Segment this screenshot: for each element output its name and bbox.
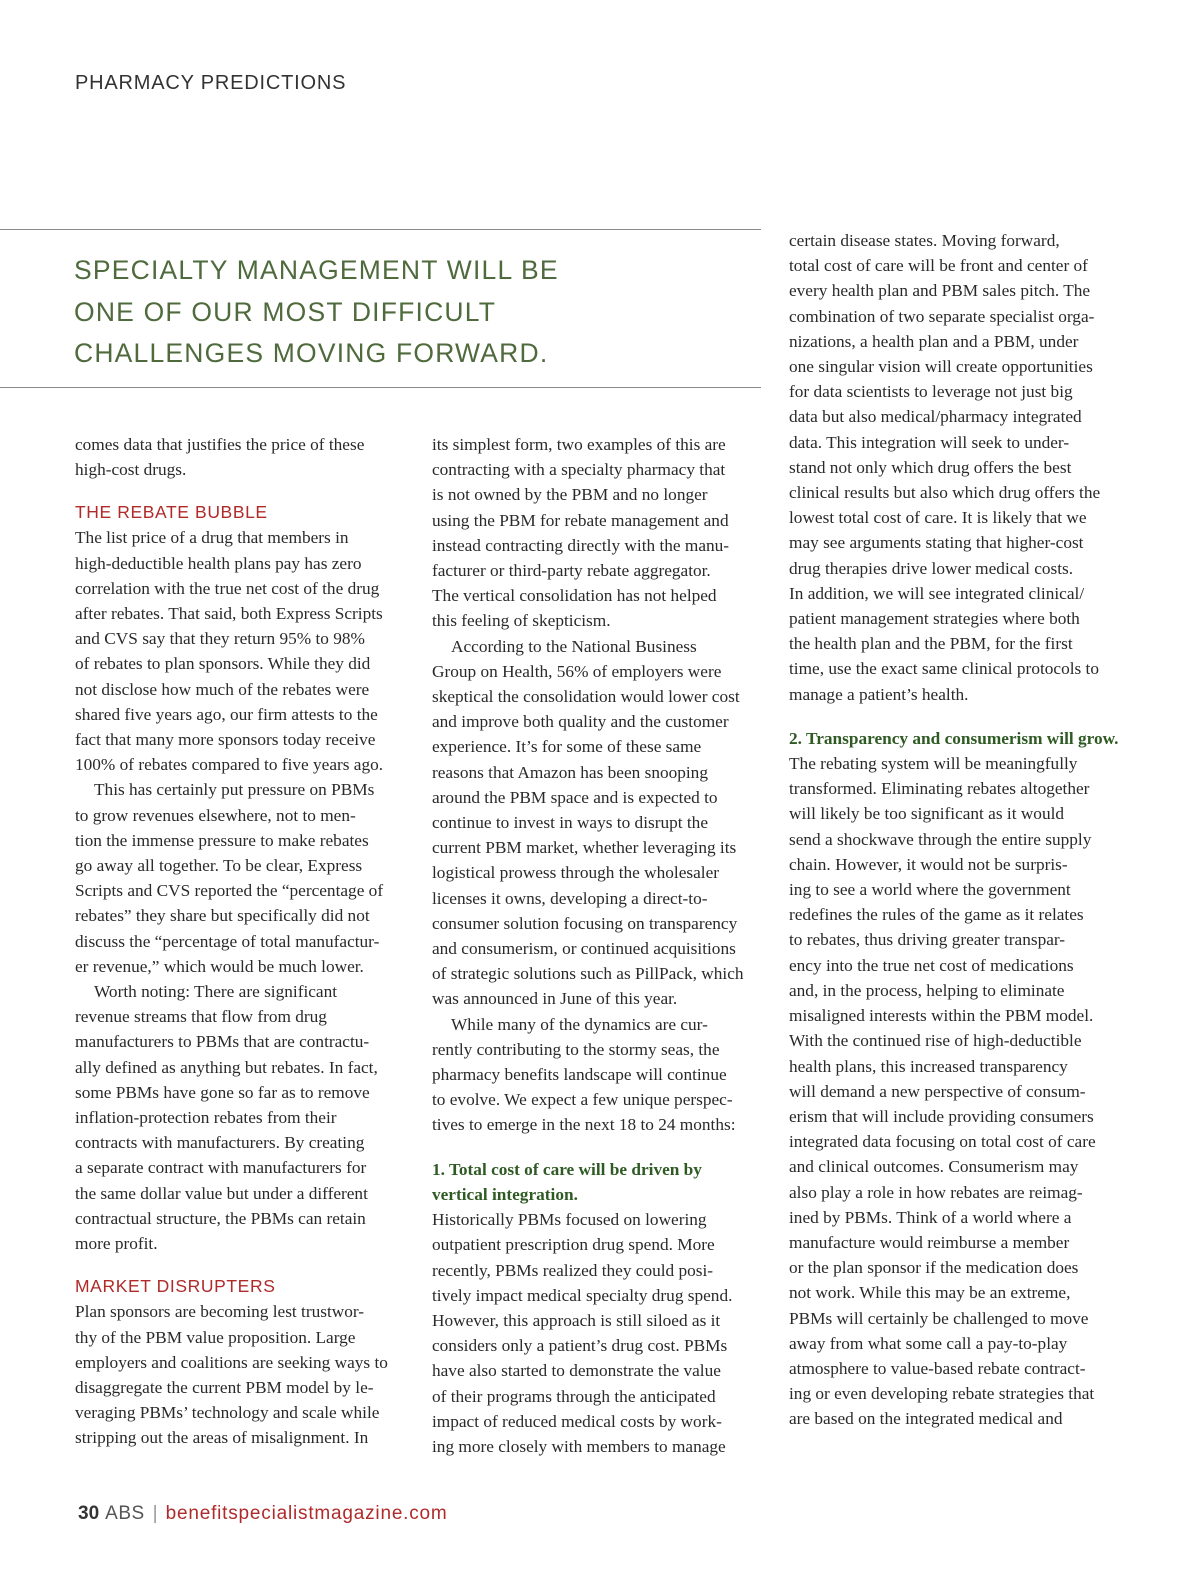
text-line: ing or even developing rebate strategies that [789,1384,1095,1404]
text-line: Scripts and CVS reported the “percentage of [75,881,384,901]
text-line: manufacturers to PBMs that are contractu- [75,1032,370,1052]
text-line: tively impact medical specialty drug spend. [432,1285,733,1305]
text-line: ing to see a world where the government [789,880,1071,900]
text-line: With the continued rise of high-deductible [789,1031,1082,1051]
prediction-2-body [789,751,1125,1431]
text-line: rently contributing to the stormy seas, the [432,1039,720,1059]
text-line: the same dollar value but under a different [75,1183,368,1203]
text-line: are based on the integrated medical and [789,1409,1063,1429]
text-line: experience. It’s for some of these same [432,737,702,757]
text-line: redefines the rules of the game as it relates [789,905,1084,925]
text-line: transformed. Eliminating rebates altogether [789,779,1090,799]
text-line: away from what some call a pay-to-play [789,1333,1068,1353]
text-line: and CVS say that they return 95% to 98% [75,629,365,649]
text-line: go away all together. To be clear, Express [75,856,363,876]
text-line: drug therapies drive lower medical costs. [789,558,1074,578]
text-line: was announced in June of this year. [432,989,678,1009]
text-line: lowest total cost of care. It is likely that we [789,508,1087,528]
text-line: disaggregate the current PBM model by le- [75,1377,374,1397]
text-line: ally defined as anything but rebates. In fact, [75,1057,378,1077]
rebate-bubble-heading: THE REBATE BUBBLE [75,502,268,523]
text-line: tives to emerge in the next 18 to 24 months: [432,1115,736,1135]
text-line: recently, PBMs realized they could posi- [432,1260,714,1280]
text-line: consumer solution focusing on transparency [432,913,738,933]
text-line: this feeling of skepticism. [432,611,611,631]
text-line: misaligned interests within the PBM model. [789,1006,1094,1026]
page-number: 30 [78,1503,100,1524]
text-line: will likely be too significant as it would [789,804,1065,824]
article-column-2 [432,432,768,1459]
text-line: revenue streams that flow from drug [75,1007,327,1027]
text-line: patient management strategies where both [789,609,1080,629]
pull-quote-line: SPECIALTY MANAGEMENT WILL BE [74,255,559,285]
text-line: 1. Total cost of care will be driven by [432,1159,702,1179]
text-line: data. This integration will seek to under- [789,432,1070,452]
text-line: may see arguments stating that higher-cost [789,533,1084,553]
text-line: around the PBM space and is expected to [432,787,718,807]
article-column-1 [75,432,411,1451]
text-line: after rebates. That said, both Express Scripts [75,604,383,624]
text-line: and clinical outcomes. Consumerism may [789,1157,1079,1177]
pull-quote-line: ONE OF OUR MOST DIFFICULT [74,296,497,327]
publication-url: benefitspecialistmagazine.com [165,1503,448,1524]
text-line: will demand a new perspective of consum- [789,1081,1086,1101]
text-line: one singular vision will create opportunities [789,357,1093,377]
rebate-paragraph-2 [75,777,411,979]
text-line: However, this approach is still siloed as it [432,1310,721,1330]
text-line: considers only a patient’s drug cost. PBMs [432,1336,728,1356]
market-paragraph-1 [75,1299,411,1450]
text-line: ined by PBMs. Think of a world where a [789,1207,1072,1227]
text-line: atmosphere to value-based rebate contract- [789,1358,1086,1378]
pull-quote-top-rule [0,229,761,230]
intro-paragraph [75,432,411,482]
text-line: manufacture would reimburse a member [789,1232,1070,1252]
text-line: skeptical the consolidation would lower cost [432,687,740,707]
text-line: and improve both quality and the customer [432,712,729,732]
text-line: erism that will include providing consumers [789,1106,1094,1126]
text-line: PBMs will certainly be challenged to move [789,1308,1089,1328]
text-line: current PBM market, whether leveraging its [432,838,737,858]
text-line: thy of the PBM value proposition. Large [75,1327,356,1347]
text-line: health plans, this increased transparency [789,1056,1068,1076]
footer-separator: | [152,1503,158,1524]
col2-paragraph-2 [432,634,768,1012]
text-line: also play a role in how rebates are reimag- [789,1182,1083,1202]
text-line: and consumerism, or continued acquisitions [432,939,736,959]
text-line: total cost of care will be front and center of [789,256,1088,276]
text-line: contracts with manufacturers. By creating [75,1133,365,1153]
text-line: discuss the “percentage of total manufactur- [75,931,380,951]
text-line: of strategic solutions such as PillPack, which [432,964,744,984]
text-line: nizations, a health plan and a PBM, under [789,331,1079,351]
text-line: its simplest form, two examples of this are [432,435,726,454]
text-line: The list price of a drug that members in [75,528,349,548]
publication-name: ABS [105,1503,145,1524]
text-line: and, in the process, helping to eliminate [789,980,1065,1000]
text-line: The vertical consolidation has not helped [432,586,717,606]
text-line: outpatient prescription drug spend. More [432,1235,715,1255]
text-line: facturer or third-party rebate aggregator. [432,561,711,581]
text-line: integrated data focusing on total cost of care [789,1132,1096,1152]
text-line: continue to invest in ways to disrupt the [432,813,708,833]
prediction-1-body [432,1207,768,1459]
text-line: licenses it owns, developing a direct-to- [432,888,708,908]
text-line: ency into the true net cost of medications [789,955,1074,975]
text-line: not disclose how much of the rebates were [75,679,370,699]
text-line: chain. However, it would not be surpris- [789,854,1068,874]
text-line: Worth noting: There are significant [94,982,338,1002]
text-line: more profit. [75,1234,158,1254]
text-line: vertical integration. [432,1184,578,1204]
pull-quote-bottom-rule [0,387,761,388]
text-line: This has certainly put pressure on PBMs [94,780,375,800]
col3-paragraph-1 [789,228,1125,707]
text-line: inflation-protection rebates from their [75,1108,337,1128]
text-line: manage a patient’s health. [789,684,969,704]
text-line: high-cost drugs. [75,460,187,480]
text-line: every health plan and PBM sales pitch. The [789,281,1091,301]
text-line: comes data that justifies the price of these [75,435,365,454]
text-line: tion the immense pressure to make rebates [75,830,369,850]
col2-paragraph-1 [432,432,768,634]
text-line: ing more closely with members to manage [432,1436,726,1456]
text-line: certain disease states. Moving forward, [789,231,1060,250]
prediction-2-heading: 2. Transparency and consumerism will grow. [789,728,1119,748]
text-line: Plan sponsors are becoming lest trustwor- [75,1302,365,1322]
text-line: or the plan sponsor if the medication does [789,1258,1079,1278]
text-line: Group on Health, 56% of employers were [432,661,722,681]
text-line: some PBMs have gone so far as to remove [75,1082,370,1102]
text-line: for data scientists to leverage not just big [789,382,1073,402]
text-line: veraging PBMs’ technology and scale while [75,1403,380,1423]
article-column-3 [789,228,1125,1432]
text-line: stand not only which drug offers the best [789,457,1072,477]
text-line: correlation with the true net cost of the drug [75,578,380,598]
text-line: instead contracting directly with the manu- [432,535,730,555]
text-line: of their programs through the anticipated [432,1386,716,1406]
text-line: rebates” they share but specifically did not [75,906,370,926]
text-line: pharmacy benefits landscape will continue [432,1065,727,1085]
rebate-paragraph-3 [75,979,411,1256]
text-line: to evolve. We expect a few unique perspec- [432,1090,733,1110]
text-line: contractual structure, the PBMs can retain [75,1208,366,1228]
text-line: contracting with a specialty pharmacy that [432,460,726,480]
text-line: fact that many more sponsors today receive [75,730,376,750]
text-line: using the PBM for rebate management and [432,510,729,530]
text-line: reasons that Amazon has been snooping [432,762,708,782]
text-line: to grow revenues elsewhere, not to men- [75,805,356,825]
text-line: to rebates, thus driving greater transpar- [789,930,1066,950]
text-line: er revenue,” which would be much lower. [75,956,364,976]
text-line: stripping out the areas of misalignment. In [75,1428,369,1448]
text-line: In addition, we will see integrated clinical/ [789,583,1085,603]
pull-quote [74,250,734,375]
text-line: of rebates to plan sponsors. While they did [75,654,371,674]
text-line: not work. While this may be an extreme, [789,1283,1071,1303]
text-line: clinical results but also which drug offers the [789,483,1101,503]
text-line: shared five years ago, our firm attests to the [75,704,378,724]
text-line: The rebating system will be meaningfully [789,754,1078,774]
text-line: employers and coalitions are seeking ways to [75,1352,388,1372]
text-line: logistical prowess through the wholesaler [432,863,719,883]
text-line: time, use the exact same clinical protocols to [789,659,1099,679]
text-line: send a shockwave through the entire supply [789,829,1092,849]
text-line: Historically PBMs focused on lowering [432,1210,707,1230]
text-line: a separate contract with manufacturers for [75,1158,367,1178]
text-line: is not owned by the PBM and no longer [432,485,708,505]
text-line: have also started to demonstrate the value [432,1361,721,1381]
page-footer [78,1503,448,1525]
text-line: the health plan and the PBM, for the first [789,634,1073,654]
pull-quote-line: CHALLENGES MOVING FORWARD. [74,338,549,368]
text-line: data but also medical/pharmacy integrated [789,407,1082,427]
text-line: 100% of rebates compared to five years ago. [75,755,384,775]
col2-paragraph-3 [432,1012,768,1138]
section-header: PHARMACY PREDICTIONS [75,72,347,94]
text-line: combination of two separate specialist orga- [789,306,1095,326]
rebate-paragraph-1 [75,525,411,777]
market-disrupters-heading: MARKET DISRUPTERS [75,1276,276,1297]
text-line: While many of the dynamics are cur- [451,1014,708,1034]
text-line: impact of reduced medical costs by work- [432,1411,722,1431]
text-line: According to the National Business [451,636,697,656]
prediction-1-heading [432,1157,768,1207]
text-line: high-deductible health plans pay has zero [75,553,362,573]
